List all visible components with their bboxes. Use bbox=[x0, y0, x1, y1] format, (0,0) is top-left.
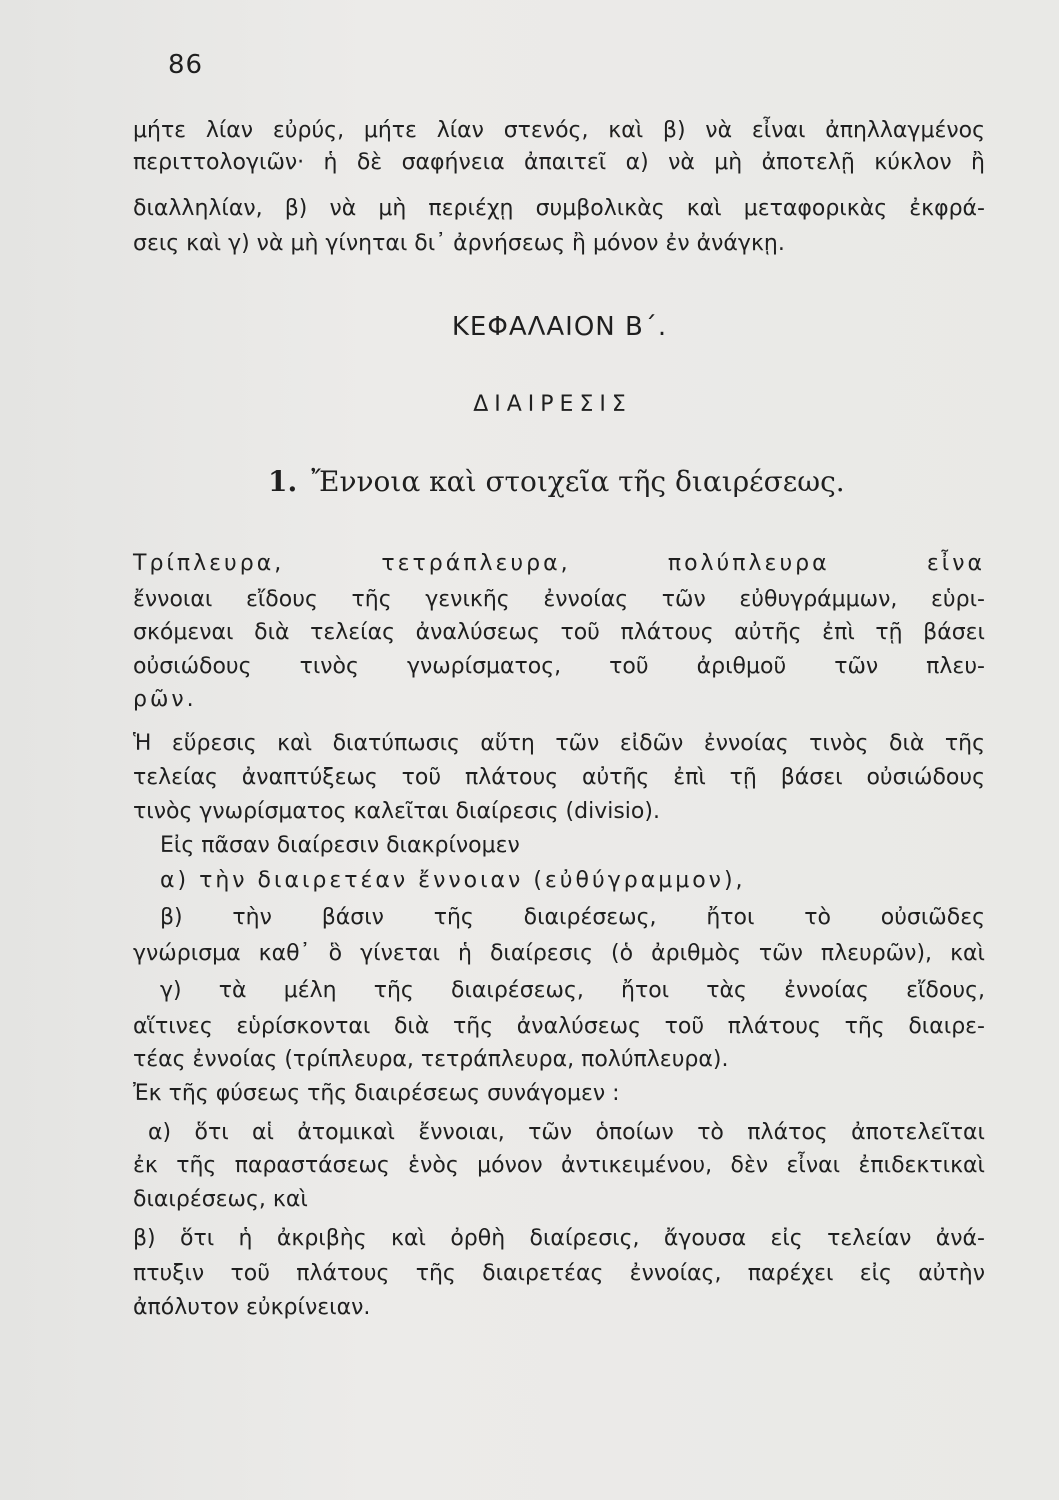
chapter-title: ΚΕΦΑΛΑΙΟΝ Β΄. bbox=[451, 312, 668, 342]
body-line: πτυξιν τοῦ πλάτους τῆς διαιρετέας ἐννοίας, παρέχει εἰς αὐτὴν bbox=[133, 1261, 985, 1286]
body-line: τινὸς γνωρίσματος καλεῖται διαίρεσις (divisio). bbox=[133, 799, 660, 824]
body-line: αἵτινες εὑρίσκονται διὰ τῆς ἀναλύσεως τοῦ πλάτους τῆς διαιρε- bbox=[133, 1014, 985, 1039]
body-line: τέας ἐννοίας (τρίπλευρα, τετράπλευρα, πολύπλευρα). bbox=[133, 1047, 729, 1072]
body-line: ἀπόλυτον εὐκρίνειαν. bbox=[133, 1295, 371, 1320]
subheading bbox=[268, 465, 845, 498]
body-line: β) τὴν βάσιν τῆς διαιρέσεως, ἤτοι τὸ οὐσιῶδες bbox=[160, 905, 985, 930]
intro-line: περιττολογιῶν· ἡ δὲ σαφήνεια ἀπαιτεῖ α) νὰ μὴ ἀποτελῇ κύκλον ἢ bbox=[133, 150, 985, 175]
body-line: γ) τὰ μέλη τῆς διαιρέσεως, ἤτοι τὰς ἐννοίας εἴδους, bbox=[160, 978, 985, 1003]
body-line: ἔννοιαι εἴδους τῆς γενικῆς ἐννοίας τῶν εὐθυγράμμων, εὑρι- bbox=[133, 587, 985, 612]
body-line: Ἡ εὕρεσις καὶ διατύπωσις αὕτη τῶν εἰδῶν ἐννοίας τινὸς διὰ τῆς bbox=[133, 731, 985, 756]
body-line: ρῶν. bbox=[133, 687, 197, 712]
body-line: Εἰς πᾶσαν διαίρεσιν διακρίνομεν bbox=[160, 833, 520, 858]
body-line: γνώρισμα καθ᾽ ὃ γίνεται ἡ διαίρεσις (ὁ ἀριθμὸς τῶν πλευρῶν), καὶ bbox=[133, 941, 985, 966]
intro-line: διαλληλίαν, β) νὰ μὴ περιέχῃ συμβολικὰς καὶ μεταφορικὰς ἐκφρά- bbox=[133, 196, 985, 221]
body-line: β) ὅτι ἡ ἀκριβὴς καὶ ὀρθὴ διαίρεσις, ἄγουσα εἰς τελείαν ἀνά- bbox=[133, 1226, 985, 1251]
body-line: Ἐκ τῆς φύσεως τῆς διαιρέσεως συνάγομεν : bbox=[133, 1081, 620, 1106]
body-line: α) ὅτι αἱ ἀτομικαὶ ἔννοιαι, τῶν ὁποίων τὸ πλάτος ἀποτελεῖται bbox=[148, 1120, 985, 1145]
body-line: α) τὴν διαιρετέαν ἔννοιαν (εὐθύγραμμον), bbox=[160, 868, 746, 893]
page-number: 86 bbox=[168, 50, 204, 80]
body-line: σκόμεναι διὰ τελείας ἀναλύσεως τοῦ πλάτους αὐτῆς ἐπὶ τῇ βάσει bbox=[133, 620, 985, 645]
body-line: Τρίπλευρα, τετράπλευρα, πολύπλευρα εἶνα bbox=[133, 551, 985, 576]
body-line: τελείας ἀναπτύξεως τοῦ πλάτους αὐτῆς ἐπὶ τῇ βάσει οὐσιώδους bbox=[133, 765, 985, 790]
intro-line: σεις καὶ γ) νὰ μὴ γίνηται δι᾽ ἀρνήσεως ἢ μόνον ἐν ἀνάγκῃ. bbox=[133, 231, 785, 256]
section-title: ΔΙΑΙΡΕΣΙΣ bbox=[473, 392, 632, 417]
body-line: διαιρέσεως, καὶ bbox=[133, 1187, 308, 1212]
subheading-number: 1. bbox=[268, 465, 298, 498]
body-line: οὐσιώδους τινὸς γνωρίσματος, τοῦ ἀριθμοῦ τῶν πλευ- bbox=[133, 654, 985, 679]
intro-line: μήτε λίαν εὐρύς, μήτε λίαν στενός, καὶ β) νὰ εἶναι ἀπηλλαγμένος bbox=[133, 118, 985, 143]
subheading-text: Ἔννοια καὶ στοιχεῖα τῆς διαιρέσεως. bbox=[311, 465, 845, 498]
body-line: ἐκ τῆς παραστάσεως ἑνὸς μόνον ἀντικειμένου, δὲν εἶναι ἐπιδεκτικαὶ bbox=[133, 1153, 985, 1178]
